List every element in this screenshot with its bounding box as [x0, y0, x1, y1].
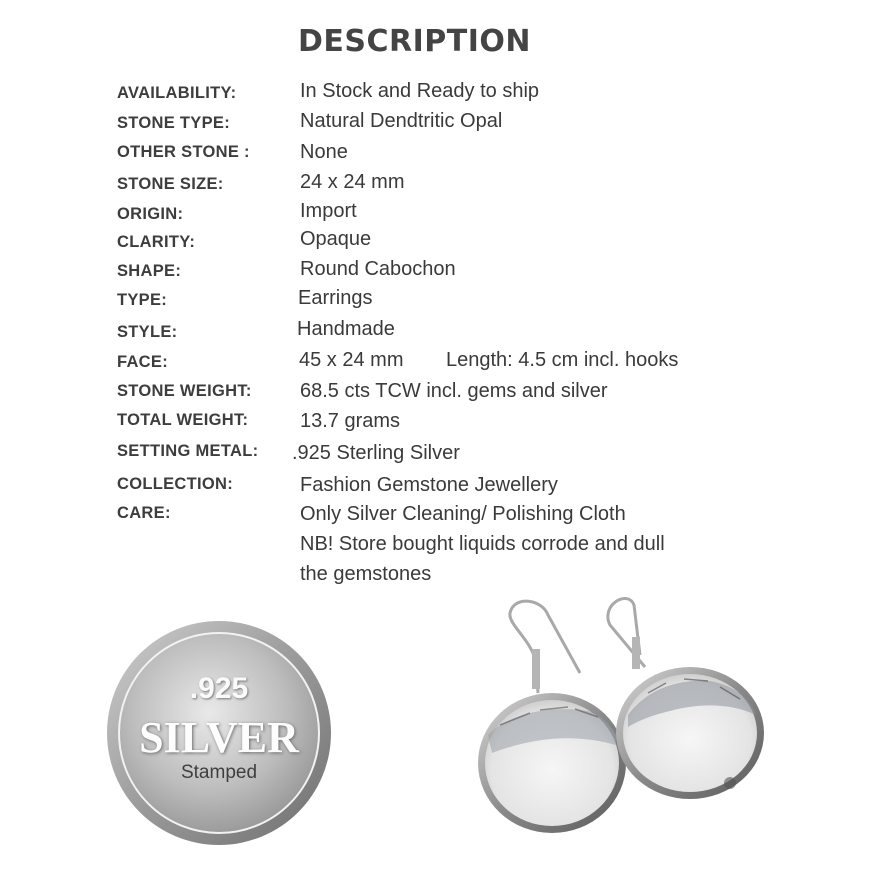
care-note-line-1: [0, 533, 881, 563]
spec-value: 13.7 grams: [300, 410, 401, 432]
spec-label: STYLE:: [117, 323, 178, 341]
spec-row-origin: [0, 200, 881, 230]
spec-label: STONE SIZE:: [117, 175, 224, 193]
spec-row-stone-size: [0, 171, 881, 201]
spec-row-collection: [0, 474, 881, 504]
spec-value: 45 x 24 mm: [299, 349, 404, 371]
spec-row-style: [0, 318, 881, 348]
spec-value: In Stock and Ready to ship: [300, 80, 540, 102]
spec-label: CLARITY:: [117, 233, 196, 251]
spec-row-stone-weight: [0, 380, 881, 410]
spec-label: AVAILABILITY:: [117, 84, 237, 102]
spec-row-clarity: [0, 228, 881, 258]
spec-value: 24 x 24 mm: [300, 171, 405, 193]
badge-purity: .925: [189, 672, 249, 705]
page-title: DESCRIPTION: [298, 24, 532, 59]
spec-label: SETTING METAL:: [117, 442, 259, 460]
spec-value: Natural Dendtritic Opal: [300, 110, 503, 132]
spec-row-stone-type: [0, 110, 881, 140]
spec-value: Earrings: [298, 287, 373, 309]
spec-label: TOTAL WEIGHT:: [117, 411, 249, 429]
badge-stamped: Stamped: [180, 762, 258, 783]
spec-row-care: [0, 503, 881, 533]
spec-label: STONE TYPE:: [117, 114, 231, 132]
care-note: NB! Store bought liquids corrode and dull: [300, 533, 665, 555]
spec-row-type: [0, 287, 881, 317]
spec-value: Handmade: [297, 318, 395, 340]
spec-row-other-stone: [0, 141, 881, 171]
spec-value: Round Cabochon: [300, 258, 456, 280]
spec-value: Fashion Gemstone Jewellery: [300, 474, 558, 496]
spec-row-shape: [0, 258, 881, 288]
spec-row-setting-metal: [0, 442, 881, 472]
silver-stamp-badge: [106, 620, 332, 846]
spec-value: Opaque: [300, 228, 372, 250]
spec-value: .925 Sterling Silver: [292, 442, 460, 464]
spec-value: Import: [300, 200, 357, 222]
spec-value: 68.5 cts TCW incl. gems and silver: [300, 380, 608, 402]
spec-row-total-weight: [0, 410, 881, 440]
spec-label: SHAPE:: [117, 262, 182, 280]
spec-label: COLLECTION:: [117, 475, 234, 493]
spec-label: TYPE:: [117, 291, 168, 309]
spec-label: STONE WEIGHT:: [117, 382, 252, 400]
spec-value: Only Silver Cleaning/ Polishing Cloth: [300, 503, 626, 525]
spec-label: FACE:: [117, 353, 168, 371]
care-note: the gemstones: [300, 563, 432, 585]
spec-row-availability: [0, 80, 881, 110]
earrings-product-image: [470, 585, 780, 850]
spec-value: None: [300, 141, 348, 163]
spec-label: ORIGIN:: [117, 205, 184, 223]
spec-label: CARE:: [117, 504, 171, 522]
spec-label: OTHER STONE :: [117, 143, 250, 161]
spec-row-face: [0, 349, 881, 379]
spec-value-extra: Length: 4.5 cm incl. hooks: [446, 349, 679, 371]
badge-silver: SILVER: [139, 713, 299, 762]
